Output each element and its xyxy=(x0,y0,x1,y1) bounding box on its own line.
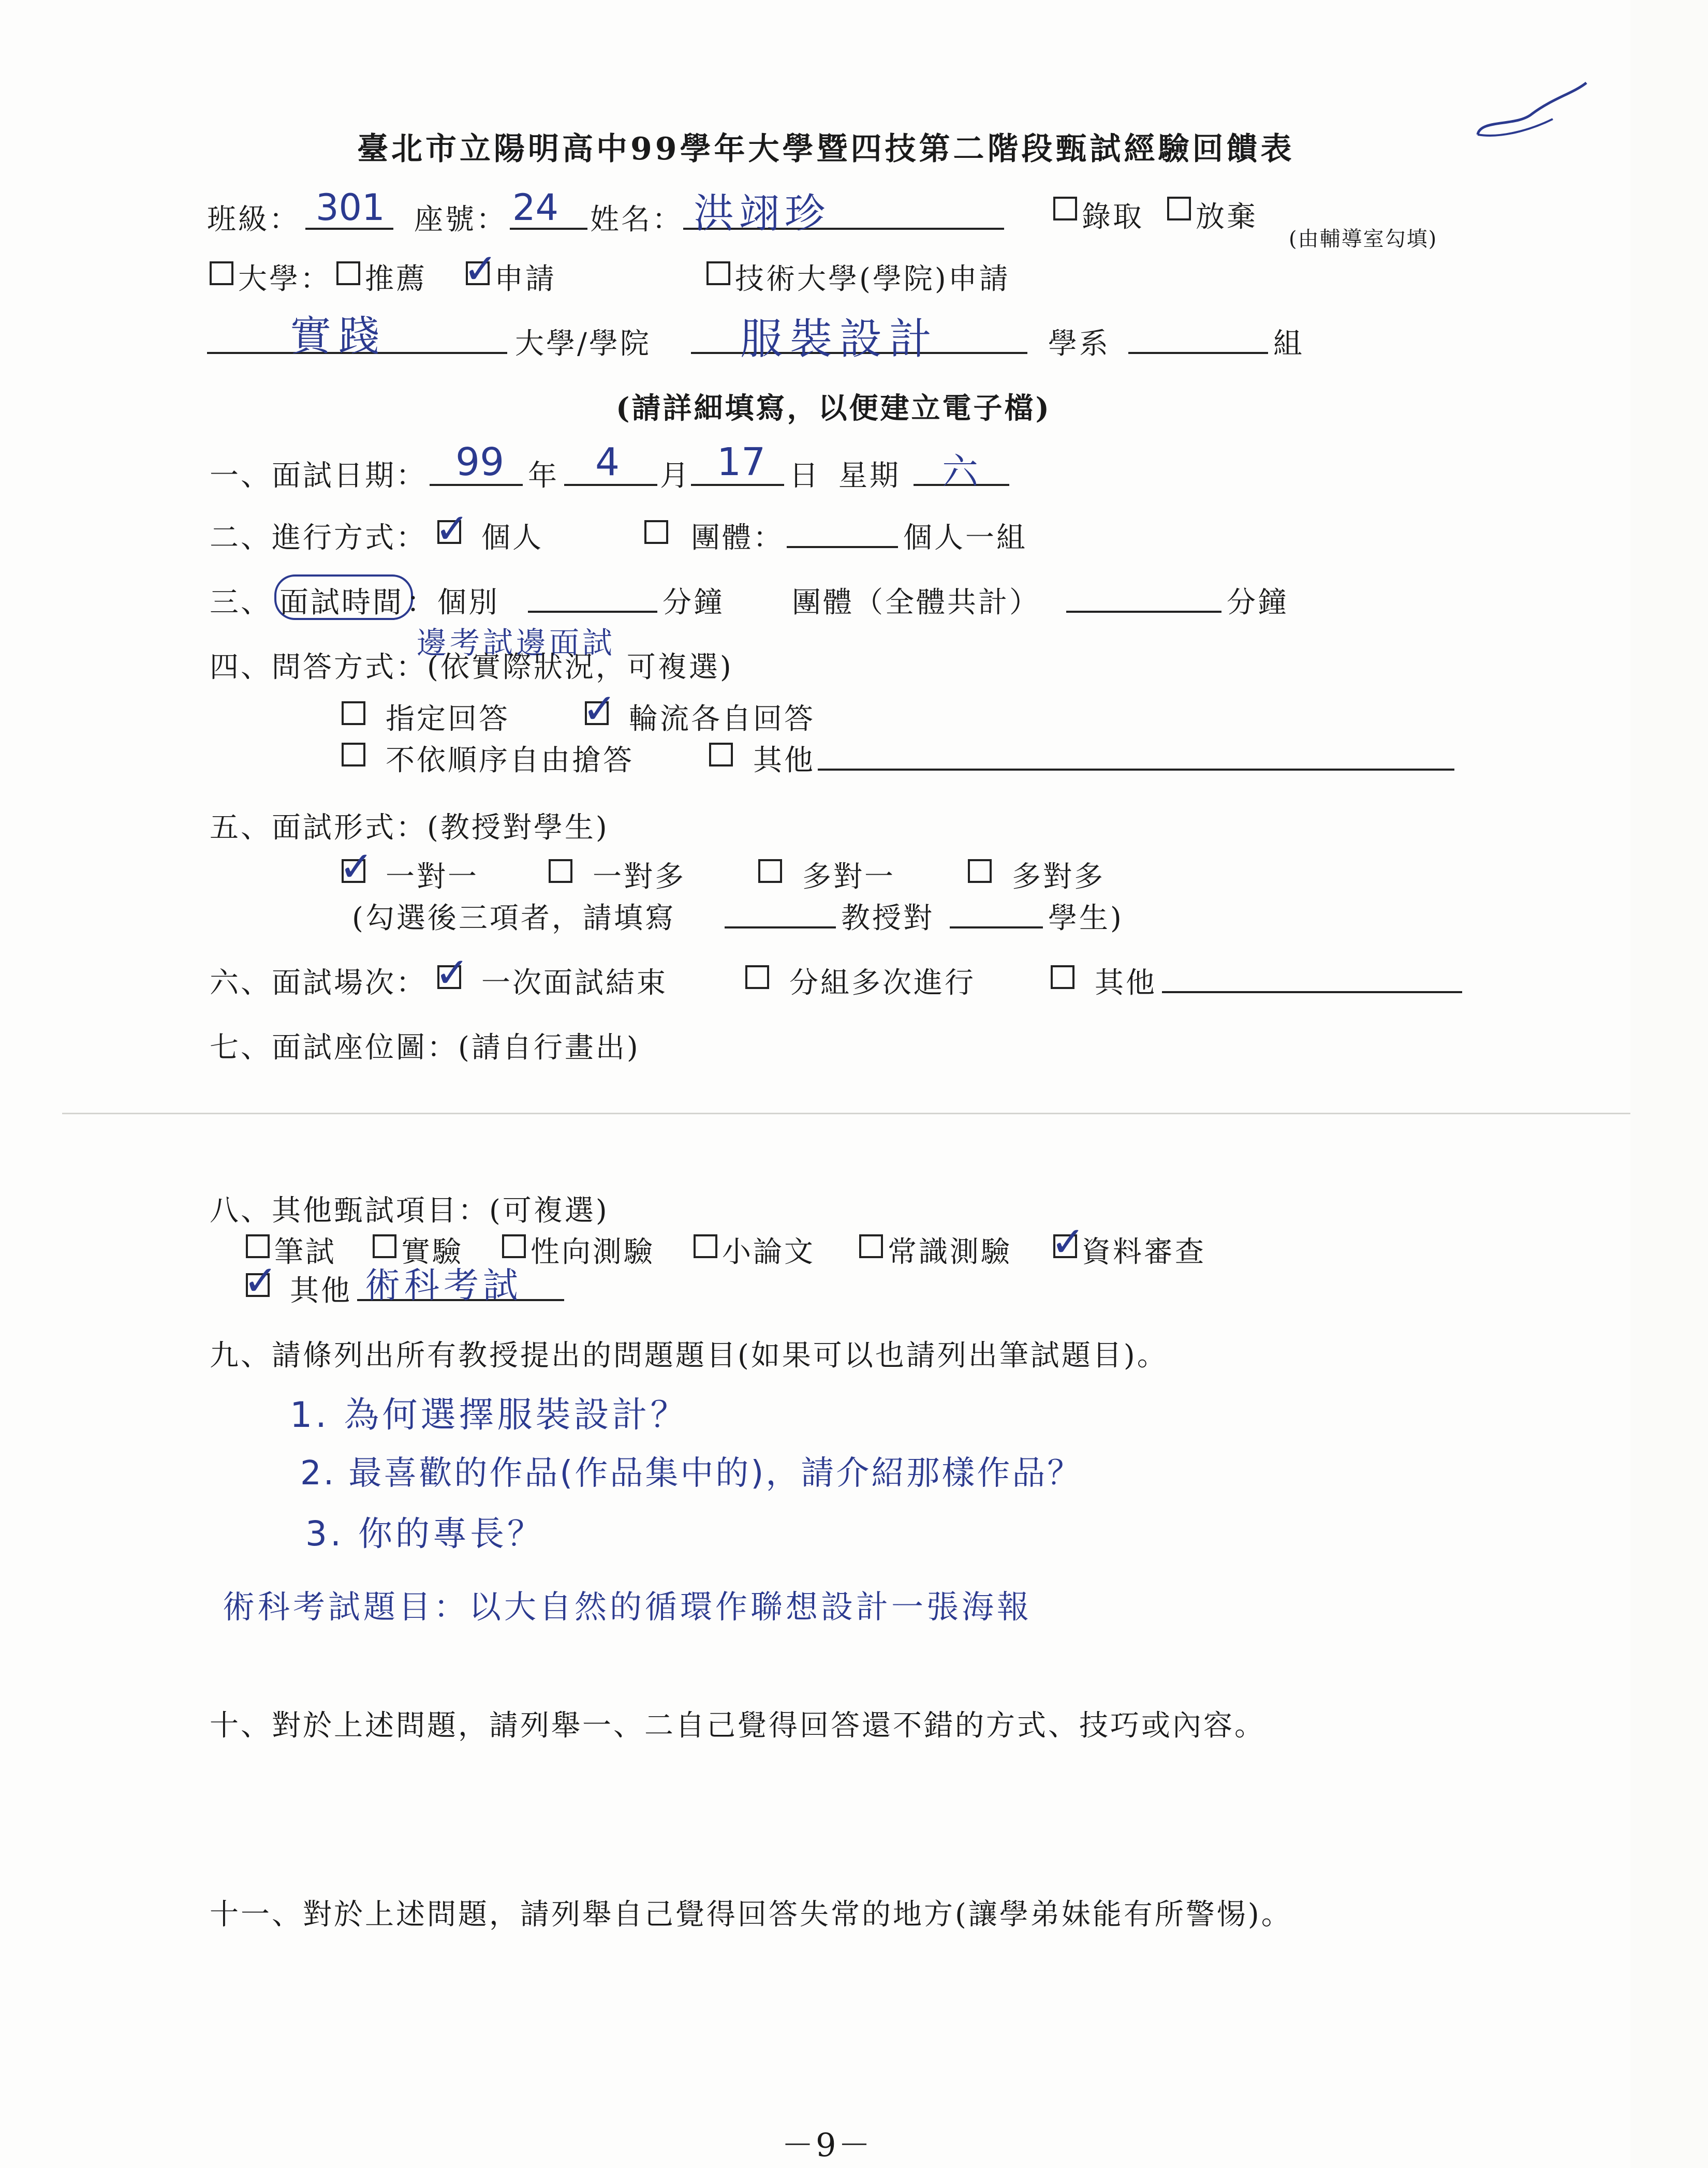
apply-check-icon: ✓ xyxy=(463,245,498,293)
month-label: 月 xyxy=(660,459,691,493)
q6-opt2-checkbox[interactable] xyxy=(745,965,769,989)
q5-student-line xyxy=(950,926,1043,928)
q5-note-a: (勾選後三項者，請填寫 xyxy=(352,902,676,935)
q5-opt1-label: 一對一 xyxy=(386,860,479,894)
q5-opt2-label: 一對多 xyxy=(593,860,686,894)
q5-note-b: 教授對 xyxy=(841,902,934,935)
weekday-label: 星期 xyxy=(838,459,901,493)
fold-line xyxy=(62,1113,1630,1114)
q3-time-note: 邊考試邊面試 xyxy=(417,625,616,660)
admitted-label: 錄取 xyxy=(1082,200,1144,234)
q6-opt2-label: 分組多次進行 xyxy=(789,966,976,1000)
dept-suffix: 學系 xyxy=(1048,327,1110,361)
q5-opt4-checkbox[interactable] xyxy=(968,859,992,883)
q2-group-label: 團體： xyxy=(691,521,784,555)
q4-opt4-checkbox[interactable] xyxy=(709,743,733,766)
recommend-label: 推薦 xyxy=(365,262,427,296)
q8-opt4-label: 小論文 xyxy=(722,1235,815,1269)
counselor-note: (由輔導室勾填) xyxy=(1289,227,1438,251)
tech-checkbox[interactable] xyxy=(706,261,730,285)
apply-label: 申請 xyxy=(494,262,556,296)
seat-label: 座號： xyxy=(414,203,507,237)
q3-group-line xyxy=(1066,611,1221,613)
q8-opt7-check-icon: ✓ xyxy=(243,1257,278,1305)
q3-circled-label: 面試時間 xyxy=(279,586,404,620)
q1-label: 一、面試日期： xyxy=(210,459,427,493)
q2-individual-label: 個人 xyxy=(481,521,543,555)
month-value: 4 xyxy=(595,440,620,484)
q10-label: 十、對於上述問題，請列舉一、二自己覺得回答還不錯的方式、技巧或內容。 xyxy=(210,1709,1265,1743)
q5-opt1-check-icon: ✓ xyxy=(339,843,374,891)
q9-item-1: 1. 為何選擇服裝設計？ xyxy=(290,1395,689,1436)
group-line xyxy=(1128,352,1268,354)
admitted-checkbox[interactable] xyxy=(1053,197,1077,220)
q4-opt2-check-icon: ✓ xyxy=(582,685,617,733)
q4-opt1-label: 指定回答 xyxy=(386,702,510,736)
q3-individual-label: ：個別 xyxy=(406,586,499,620)
q5-prof-line xyxy=(725,926,836,928)
pen-mark-icon xyxy=(1470,78,1594,150)
q3-min-label: 分鐘 xyxy=(662,586,725,620)
q8-opt2-label: 實驗 xyxy=(401,1235,463,1269)
univ-suffix: 大學/學院 xyxy=(515,327,651,361)
university-value: 實踐 xyxy=(290,312,387,360)
q8-opt6-label: 資料審查 xyxy=(1082,1235,1206,1269)
form-title: 臺北市立陽明高中99學年大學暨四技第二階段甄試經驗回饋表 xyxy=(357,131,1295,167)
q2-group-line xyxy=(787,546,898,548)
q4-opt3-checkbox[interactable] xyxy=(342,743,365,766)
seat-value: 24 xyxy=(512,186,559,229)
q6-opt3-checkbox[interactable] xyxy=(1051,965,1074,989)
q7-label: 七、面試座位圖：(請自行畫出) xyxy=(210,1031,640,1065)
q2-label: 二、進行方式： xyxy=(210,521,427,555)
q8-other-value: 術科考試 xyxy=(365,1265,523,1306)
q8-label: 八、其他甄試項目：(可複選) xyxy=(210,1194,609,1228)
q4-opt3-label: 不依順序自由搶答 xyxy=(386,744,634,777)
day-label: 日 xyxy=(789,459,820,493)
q2-group-suffix: 個人一組 xyxy=(903,521,1027,555)
q4-other-line xyxy=(818,769,1454,771)
q4-label: 四、問答方式：(依實際狀況，可複選) xyxy=(210,651,733,684)
university-checkbox[interactable] xyxy=(210,261,233,285)
q9-exam-topic: 術科考試題目：以大自然的循環作聯想設計一張海報 xyxy=(223,1588,1033,1626)
waived-checkbox[interactable] xyxy=(1167,197,1191,220)
recommend-checkbox[interactable] xyxy=(336,261,360,285)
q3-label: 三、 xyxy=(210,586,272,620)
q9-item-2: 2. 最喜歡的作品(作品集中的)，請介紹那樣作品？ xyxy=(300,1454,1083,1493)
name-label: 姓名： xyxy=(590,203,683,237)
q2-group-checkbox[interactable] xyxy=(644,520,668,544)
q3-min2-label: 分鐘 xyxy=(1227,586,1289,620)
q8-opt3-label: 性向測驗 xyxy=(531,1235,655,1269)
q4-opt4-label: 其他 xyxy=(753,744,815,777)
q3-individual-line xyxy=(528,611,657,613)
year-label: 年 xyxy=(528,459,559,493)
q8-opt6-check-icon: ✓ xyxy=(1051,1218,1086,1266)
q3-group-label: 團體（全體共計） xyxy=(792,586,1040,620)
q8-opt4-checkbox[interactable] xyxy=(694,1234,717,1258)
class-value: 301 xyxy=(316,186,385,229)
group-suffix: 組 xyxy=(1273,327,1304,361)
day-value: 17 xyxy=(717,440,766,484)
waived-label: 放棄 xyxy=(1196,200,1258,234)
q6-label: 六、面試場次： xyxy=(210,966,427,1000)
year-value: 99 xyxy=(455,440,505,484)
q6-opt1-label: 一次面試結束 xyxy=(481,966,668,1000)
q9-label: 九、請條列出所有教授提出的問題題目(如果可以也請列出筆試題目)。 xyxy=(210,1339,1168,1373)
q5-opt2-checkbox[interactable] xyxy=(549,859,572,883)
q8-opt5-checkbox[interactable] xyxy=(859,1234,883,1258)
university-label: 大學： xyxy=(238,262,331,296)
q5-label: 五、面試形式：(教授對學生) xyxy=(210,811,609,845)
instruction-text: (請詳細填寫，以便建立電子檔) xyxy=(616,391,1051,425)
q4-opt1-checkbox[interactable] xyxy=(342,701,365,725)
q2-individual-check-icon: ✓ xyxy=(435,505,470,553)
q5-opt4-label: 多對多 xyxy=(1012,860,1105,894)
q5-opt3-label: 多對一 xyxy=(802,860,895,894)
q6-opt1-check-icon: ✓ xyxy=(435,949,470,997)
q5-opt3-checkbox[interactable] xyxy=(758,859,782,883)
name-value: 洪翊珍 xyxy=(694,190,831,237)
q6-opt3-label: 其他 xyxy=(1095,966,1157,1000)
q8-opt7-label: 其他 xyxy=(290,1274,352,1308)
q8-opt1-checkbox[interactable] xyxy=(246,1234,270,1258)
q9-item-3: 3. 你的專長？ xyxy=(305,1514,544,1554)
q6-other-line xyxy=(1162,991,1462,993)
page-number: －9－ xyxy=(782,2126,873,2164)
class-label: 班級： xyxy=(207,203,300,237)
tech-label: 技術大學(學院)申請 xyxy=(735,262,1010,296)
q5-note-c: 學生) xyxy=(1048,902,1124,935)
q11-label: 十一、對於上述問題，請列舉自己覺得回答失常的地方(讓學弟妹能有所警惕)。 xyxy=(210,1898,1292,1931)
department-value: 服裝設計 xyxy=(740,315,939,364)
weekday-value: 六 xyxy=(942,450,978,493)
q8-opt2-checkbox[interactable] xyxy=(373,1234,396,1258)
q8-opt1-label: 筆試 xyxy=(274,1235,336,1269)
q8-opt5-label: 常識測驗 xyxy=(888,1235,1012,1269)
q4-opt2-label: 輪流各自回答 xyxy=(629,702,815,736)
q8-opt3-checkbox[interactable] xyxy=(502,1234,526,1258)
